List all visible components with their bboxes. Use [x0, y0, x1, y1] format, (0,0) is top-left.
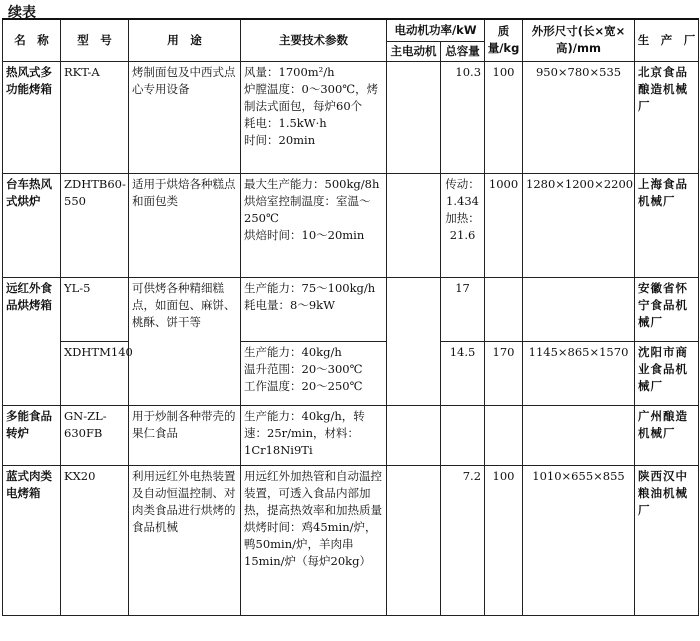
cell-maker: 安徽省怀宁食品机械厂 — [635, 277, 699, 341]
param-line: 用远红外加热管和自动温控装置，可透入食品内部加热，提高热效率和加热质量 — [244, 468, 382, 517]
header-mass: 质量/kg — [485, 19, 523, 61]
header-model: 型 号 — [61, 19, 129, 61]
cell-power-main — [387, 405, 441, 465]
cell-size — [523, 277, 635, 341]
cell-name: 远红外食品烘烤箱 — [3, 277, 61, 405]
cell-params — [241, 405, 387, 465]
cell-power-main — [387, 277, 441, 405]
header-power-group: 电动机功率/kW — [387, 19, 485, 41]
cell-size: 1145×865×1570 — [523, 341, 635, 405]
cell-mass: 1000 — [485, 173, 523, 277]
cell-power-total: 7.2 — [441, 465, 485, 615]
header-maker: 生 产 厂 — [635, 19, 699, 61]
cell-model: ZDHTB60-550 — [61, 173, 129, 277]
cell-mass — [485, 405, 523, 465]
cell-name: 热风式多功能烤箱 — [3, 61, 61, 173]
cell-use: 利用远红外电热装置及自动恒温控制、对肉类食品进行烘烤的食品机械 — [129, 465, 241, 615]
cell-power-total: 14.5 — [441, 341, 485, 405]
param-line: 生产能力：75～100kg/h — [244, 280, 376, 295]
cell-power-total: 10.3 — [441, 61, 485, 173]
cell-power-main — [387, 173, 441, 277]
cell-model: XDHTM140 — [61, 341, 129, 405]
cell-use: 用于炒制各种带壳的果仁食品 — [129, 405, 241, 465]
header-power-total: 总容量 — [441, 41, 485, 61]
cell-maker: 陕西汉中粮油机械厂 — [635, 465, 699, 615]
cell-size: 1010×655×855 — [523, 465, 635, 615]
cell-params — [241, 61, 387, 173]
cell-model: YL-5 — [61, 277, 129, 341]
param-line: 耗电量：8～9kW — [244, 297, 335, 312]
header-use: 用 途 — [129, 19, 241, 61]
header-size: 外形尺寸(长×宽×高)/mm — [523, 19, 635, 61]
cell-size: 950×780×535 — [523, 61, 635, 173]
cell-name: 蓝式肉类电烤箱 — [3, 465, 61, 615]
table-row — [3, 277, 699, 341]
spec-table — [2, 18, 699, 616]
cell-size: 1280×1200×2200 — [523, 173, 635, 277]
param-line: 烘烤时间：鸡45min/炉，鸭50min/炉，羊肉串15min/炉（每炉20kg） — [244, 519, 377, 568]
table-caption: 续表 — [8, 5, 36, 21]
cell-model: KX20 — [61, 465, 129, 615]
cell-maker: 广州酿造机械厂 — [635, 405, 699, 465]
param-line: 炉膛温度：0～300℃，烤制法式面包，每炉60个 — [244, 81, 379, 113]
cell-mass: 170 — [485, 341, 523, 405]
cell-params — [241, 173, 387, 277]
cell-power-main — [387, 61, 441, 173]
header-power-main: 主电动机 — [387, 41, 441, 61]
table-row — [3, 61, 699, 173]
table-row — [3, 341, 699, 405]
cell-use: 适用于烘焙各种糕点和面包类 — [129, 173, 241, 277]
cell-mass — [485, 277, 523, 341]
cell-use: 可供烤各种精细糕点，如面包、麻饼、桃酥、饼干等 — [129, 277, 241, 405]
cell-power-total: 传动：1.434 加热：21.6 — [441, 173, 485, 277]
table-row — [3, 465, 699, 615]
cell-mass: 100 — [485, 465, 523, 615]
cell-name: 台车热风式烘炉 — [3, 173, 61, 277]
table-row — [3, 405, 699, 465]
param-line: 最大生产能力：500kg/8h — [244, 176, 380, 191]
param-line: 生产能力：40kg/h — [244, 344, 342, 359]
cell-params — [241, 277, 387, 341]
cell-power-total — [441, 405, 485, 465]
cell-maker: 沈阳市商业食品机械厂 — [635, 341, 699, 405]
cell-params — [241, 341, 387, 405]
cell-maker: 上海食品机械厂 — [635, 173, 699, 277]
cell-power-total: 17 — [441, 277, 485, 341]
cell-use: 烤制面包及中西式点心专用设备 — [129, 61, 241, 173]
param-line: 烘焙时间：10～20min — [244, 227, 365, 242]
param-line: 温升范围：20～300℃ — [244, 361, 363, 376]
cell-model: GN-ZL-630FB — [61, 405, 129, 465]
param-line: 生产能力：40kg/h，转速：25r/min，材料：1Cr18Ni9Ti — [244, 408, 365, 457]
header-params: 主要技术参数 — [241, 19, 387, 61]
cell-mass: 100 — [485, 61, 523, 173]
param-line: 时间：20min — [244, 132, 316, 147]
param-line: 耗电：1.5kW·h — [244, 115, 327, 130]
param-line: 工作温度：20～250℃ — [244, 378, 363, 393]
param-line: 风量：1700m²/h — [244, 64, 335, 79]
cell-model: RKT-A — [61, 61, 129, 173]
header-name: 名 称 — [3, 19, 61, 61]
param-line: 烘焙室控制温度：室温～250℃ — [244, 193, 371, 225]
cell-name: 多能食品转炉 — [3, 405, 61, 465]
cell-power-main — [387, 465, 441, 615]
cell-size — [523, 405, 635, 465]
cell-maker: 北京食品酿造机械厂 — [635, 61, 699, 173]
cell-params — [241, 465, 387, 615]
table-row — [3, 173, 699, 277]
